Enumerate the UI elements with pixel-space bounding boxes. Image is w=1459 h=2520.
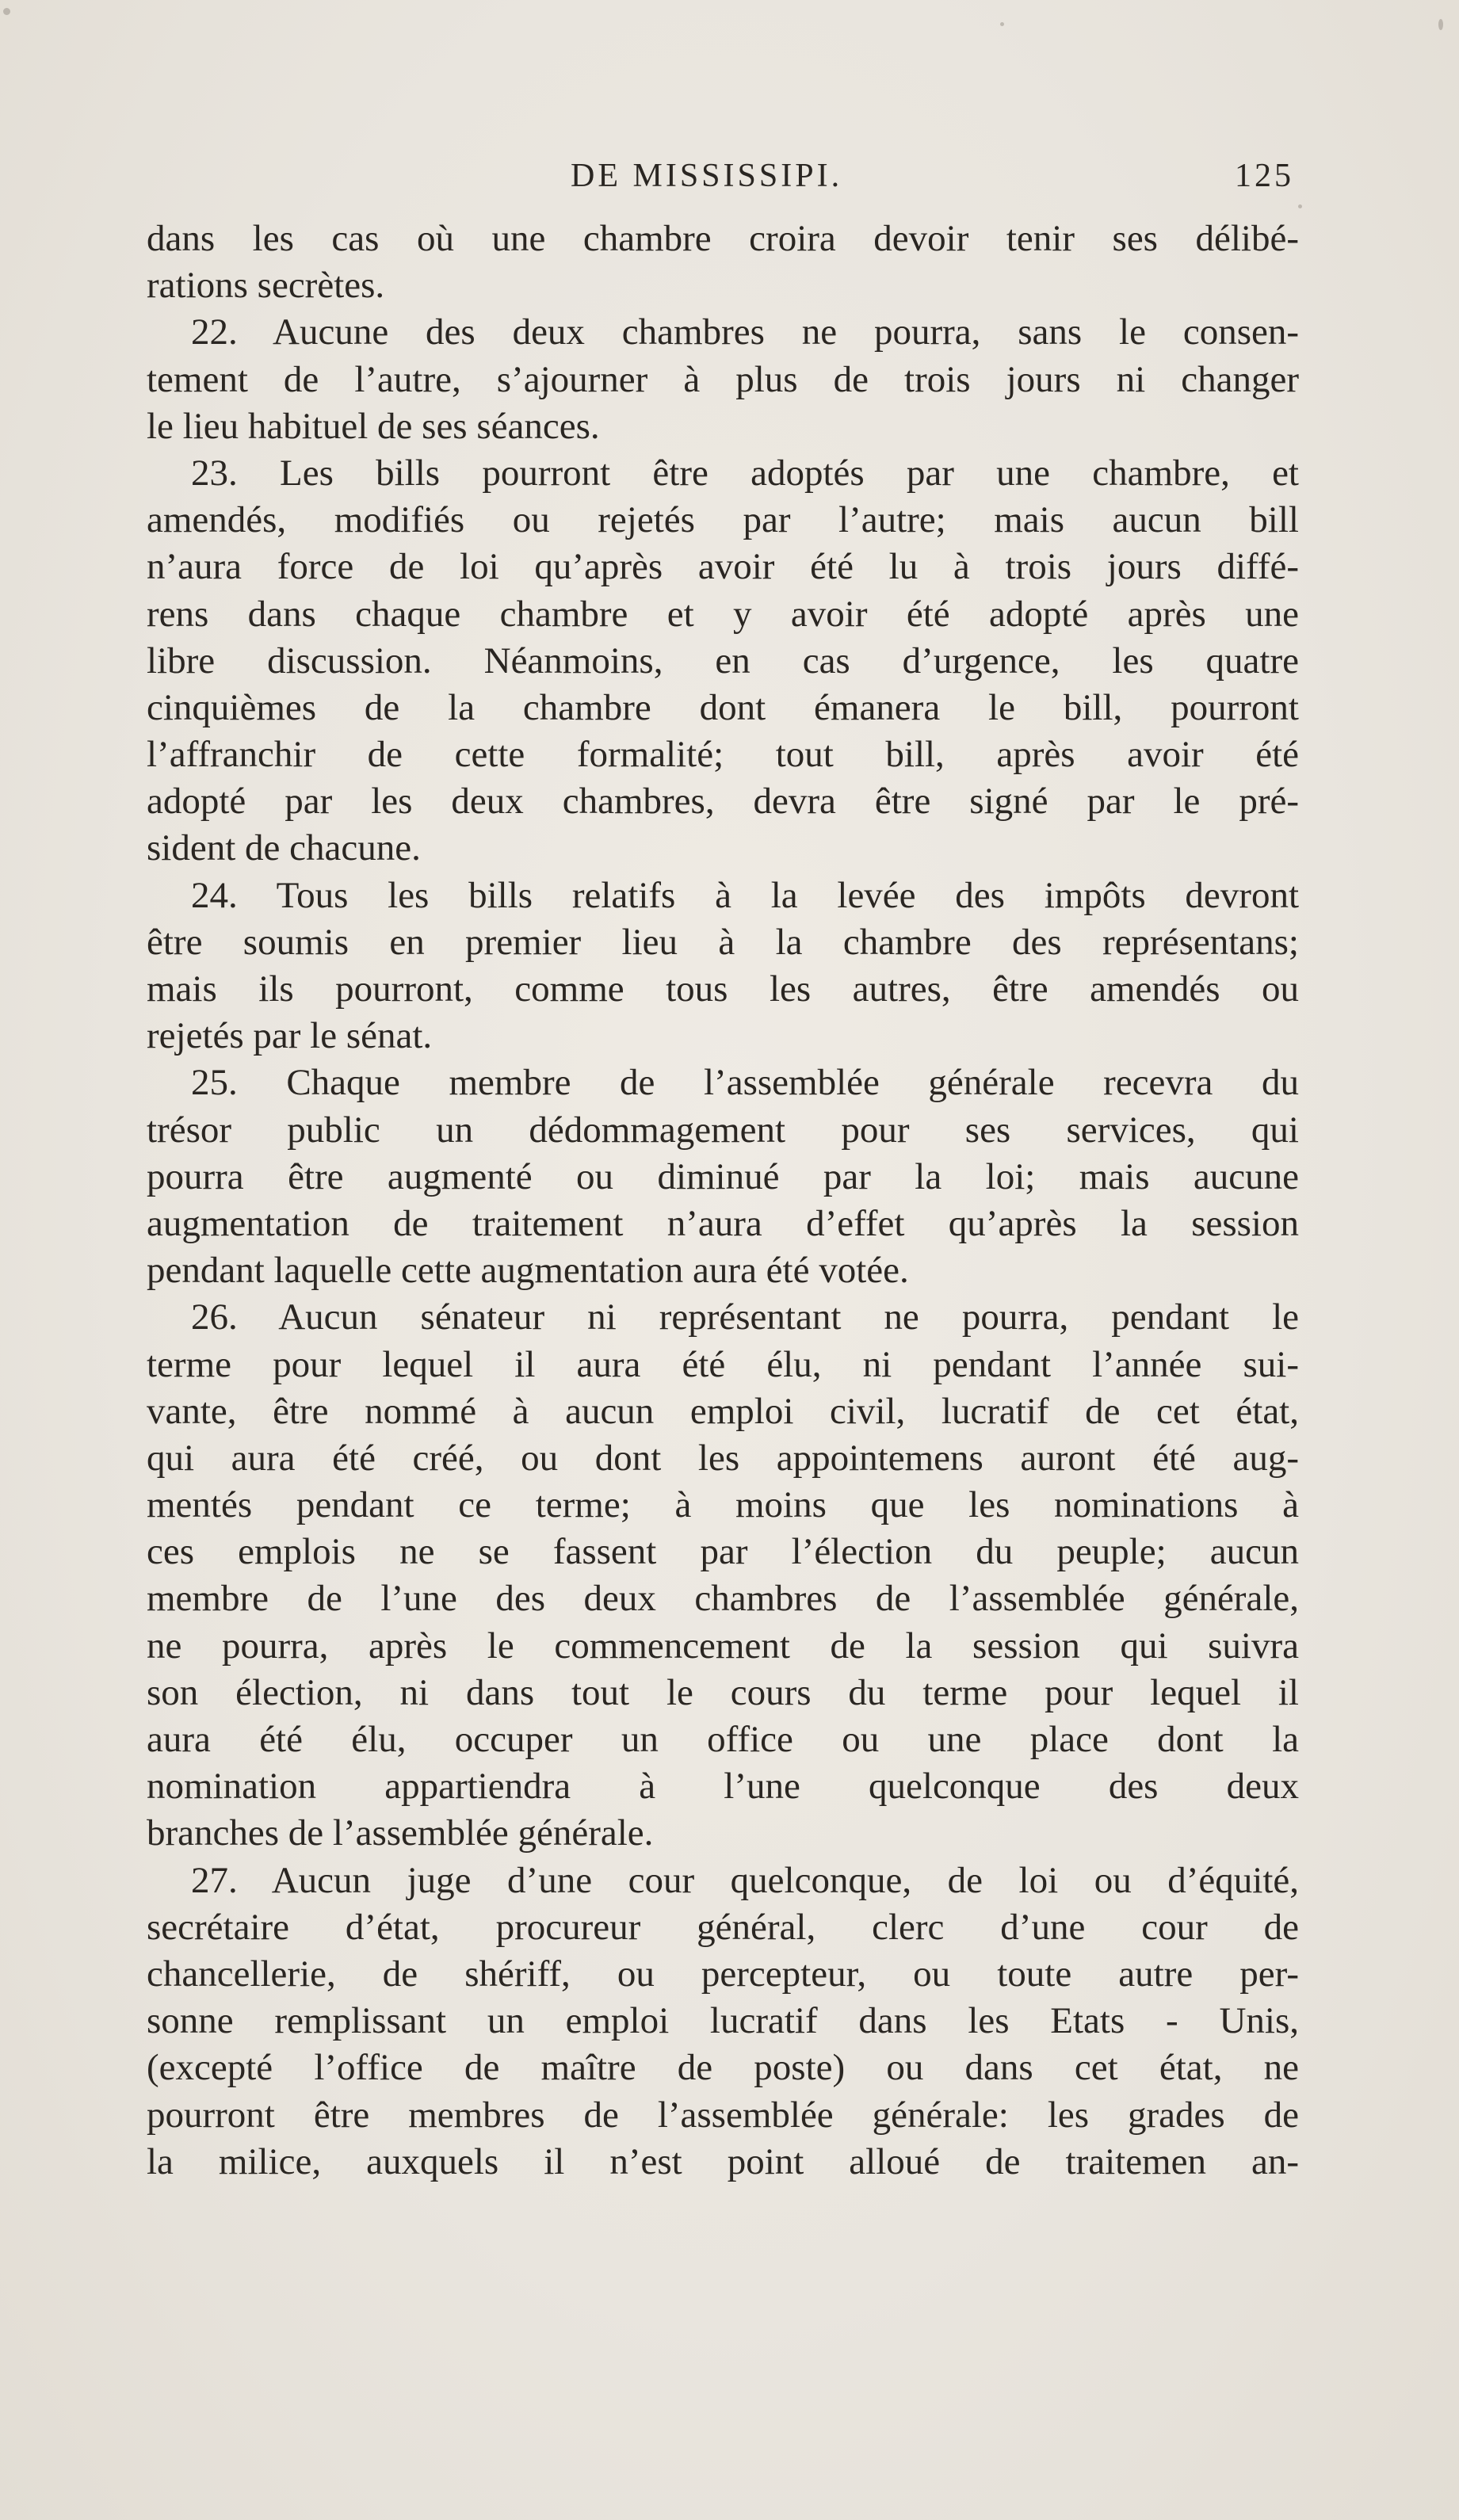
text-line: l’affranchir de cette formalité; tout bill, après avoir été	[147, 734, 1299, 776]
paper-speck	[1298, 204, 1302, 208]
text-line: pourront être membres de l’assemblée générale: les grades de	[147, 2094, 1299, 2136]
text-line: augmentation de traitement n’aura d’effet qu’après la session	[147, 1202, 1299, 1244]
text-line: pourra être augmenté ou diminué par la loi; mais aucune	[147, 1155, 1299, 1197]
paper-speck	[1438, 19, 1443, 30]
text-line: 27. Aucun juge d’une cour quelconque, de loi ou d’équité,	[191, 1859, 1299, 1901]
text-line: chancellerie, de shériff, ou percepteur, ou toute autre per-	[147, 1953, 1299, 1995]
text-line: (excepté l’office de maître de poste) ou dans cet état, ne	[147, 2047, 1299, 2089]
text-line: être soumis en premier lieu à la chambre des représentans;	[147, 921, 1299, 963]
page-number: 125	[1235, 158, 1294, 194]
text-line: terme pour lequel il aura été élu, ni pendant l’année sui-	[147, 1343, 1299, 1385]
text-line: 22. Aucune des deux chambres ne pourra, sans le consen-	[191, 311, 1299, 353]
text-line: sident de chacune.	[147, 827, 421, 869]
text-line: 26. Aucun sénateur ni représentant ne pourra, pendant le	[191, 1296, 1299, 1338]
text-line: qui aura été créé, ou dont les appointemens auront été aug-	[147, 1437, 1299, 1479]
text-line: mais ils pourront, comme tous les autres, être amendés ou	[147, 968, 1299, 1010]
text-line: tement de l’autre, s’ajourner à plus de trois jours ni changer	[147, 358, 1299, 400]
text-line: adopté par les deux chambres, devra être signé par le pré-	[147, 781, 1299, 823]
text-line: aura été élu, occuper un office ou une place dont la	[147, 1719, 1299, 1760]
text-line: libre discussion. Néanmoins, en cas d’urgence, les quatre	[147, 640, 1299, 682]
text-line: ne pourra, après le commencement de la session qui suivra	[147, 1625, 1299, 1667]
text-line: nomination appartiendra à l’une quelconque des deux	[147, 1766, 1299, 1808]
text-line: sonne remplissant un emploi lucratif dans les Etats - Unis,	[147, 2000, 1299, 2042]
text-line: son élection, ni dans tout le cours du terme pour lequel il	[147, 1671, 1299, 1713]
text-line: ces emplois ne se fassent par l’élection du peuple; aucun	[147, 1531, 1299, 1573]
paper-speck	[1000, 22, 1004, 26]
text-line: le lieu habituel de ses séances.	[147, 405, 600, 447]
text-line: rejetés par le sénat.	[147, 1015, 433, 1057]
text-line: 25. Chaque membre de l’assemblée générale recevra du	[191, 1062, 1299, 1104]
page-header	[0, 152, 1459, 200]
text-line: cinquièmes de la chambre dont émanera le bill, pourront	[147, 686, 1299, 728]
text-line: la milice, auxquels il n’est point alloué de traitemen an-	[147, 2140, 1299, 2182]
text-line: membre de l’une des deux chambres de l’assemblée générale,	[147, 1578, 1299, 1620]
text-line: vante, être nommé à aucun emploi civil, lucratif de cet état,	[147, 1390, 1299, 1432]
text-line: branches de l’assemblée générale.	[147, 1812, 654, 1854]
text-line: n’aura force de loi qu’après avoir été lu à trois jours diffé-	[147, 546, 1299, 588]
text-line: trésor public un dédommagement pour ses services, qui	[147, 1109, 1299, 1151]
text-line: rens dans chaque chambre et y avoir été adopté après une	[147, 593, 1299, 635]
text-line: secrétaire d’état, procureur général, clerc d’une cour de	[147, 1906, 1299, 1948]
running-head: DE MISSISSIPI.	[571, 158, 843, 194]
text-line: pendant laquelle cette augmentation aura été votée.	[147, 1250, 909, 1292]
body-text	[147, 216, 1299, 2186]
text-line: mentés pendant ce terme; à moins que les nominations à	[147, 1484, 1299, 1526]
text-line: dans les cas où une chambre croira devoir tenir ses délibé-	[147, 218, 1299, 259]
text-line: 24. Tous les bills relatifs à la levée des impôts devront	[191, 874, 1299, 916]
text-line: amendés, modifiés ou rejetés par l’autre; mais aucun bill	[147, 499, 1299, 541]
paper-speck	[3, 8, 10, 15]
text-line: 23. Les bills pourront être adoptés par une chambre, et	[191, 452, 1299, 494]
text-line: rations secrètes.	[147, 265, 385, 307]
